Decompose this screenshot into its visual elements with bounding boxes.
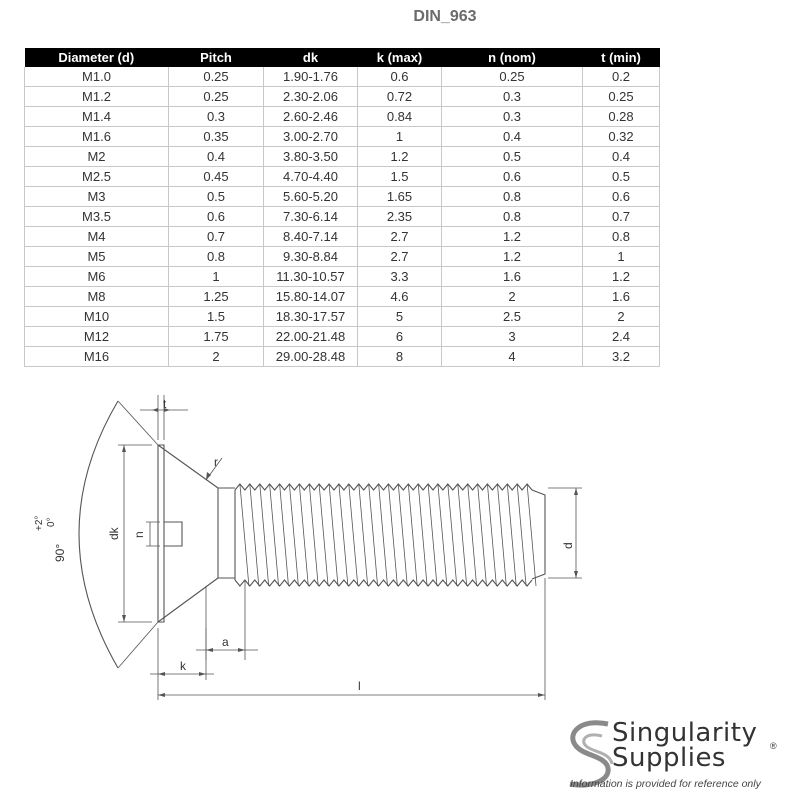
- table-cell: 0.4: [583, 147, 660, 167]
- table-cell: 0.32: [583, 127, 660, 147]
- l-dimension-lines: [158, 578, 545, 700]
- table-cell: 3.80-3.50: [264, 147, 358, 167]
- table-cell: 1.25: [169, 287, 264, 307]
- table-cell: 22.00-21.48: [264, 327, 358, 347]
- table-cell: 1.2: [583, 267, 660, 287]
- r-arrow: [206, 472, 211, 480]
- table-cell: M8: [25, 287, 169, 307]
- table-cell: 1.2: [442, 247, 583, 267]
- table-cell: 0.6: [169, 207, 264, 227]
- table-cell: 1: [169, 267, 264, 287]
- table-cell: 0.8: [583, 227, 660, 247]
- table-cell: 2: [442, 287, 583, 307]
- table-cell: 5.60-5.20: [264, 187, 358, 207]
- table-cell: 2.35: [358, 207, 442, 227]
- table-cell: M3: [25, 187, 169, 207]
- table-cell: 0.4: [442, 127, 583, 147]
- head-slot-n: [164, 522, 182, 546]
- dk-label: dk: [107, 527, 121, 540]
- head-slot-t: [158, 445, 164, 622]
- table-cell: 0.25: [583, 87, 660, 107]
- a-label: a: [222, 635, 229, 649]
- table-cell: 0.3: [442, 87, 583, 107]
- table-cell: 1: [583, 247, 660, 267]
- table-row: [25, 147, 660, 167]
- table-row: [25, 127, 660, 147]
- table-cell: 11.30-10.57: [264, 267, 358, 287]
- table-row: [25, 347, 660, 367]
- table-cell: M5: [25, 247, 169, 267]
- page-title: DIN_963: [413, 8, 477, 25]
- table-cell: 0.8: [442, 207, 583, 227]
- brand-name-line1: Singularity: [612, 718, 758, 748]
- table-cell: 4.70-4.40: [264, 167, 358, 187]
- table-cell: 8: [358, 347, 442, 367]
- table-cell: 0.84: [358, 107, 442, 127]
- table-cell: 2: [583, 307, 660, 327]
- angle-label: 90°: [53, 543, 67, 562]
- table-cell: M10: [25, 307, 169, 327]
- table-cell: 0.6: [442, 167, 583, 187]
- table-cell: M2.5: [25, 167, 169, 187]
- table-row: [25, 107, 660, 127]
- thread-bottom-profile: [235, 580, 532, 586]
- table-cell: M3.5: [25, 207, 169, 227]
- table-cell: 0.25: [442, 67, 583, 87]
- table-row: [25, 67, 660, 87]
- k-label: k: [180, 659, 186, 673]
- brand-name-line2: Supplies: [612, 743, 726, 773]
- table-cell: 18.30-17.57: [264, 307, 358, 327]
- table-cell: 2.4: [583, 327, 660, 347]
- table-row: [25, 167, 660, 187]
- table-cell: 8.40-7.14: [264, 227, 358, 247]
- table-cell: 1.6: [442, 267, 583, 287]
- table-row: [25, 247, 660, 267]
- table-row: [25, 187, 660, 207]
- table-cell: 4: [442, 347, 583, 367]
- table-cell: 1: [358, 127, 442, 147]
- table-cell: 0.7: [169, 227, 264, 247]
- table-cell: 1.65: [358, 187, 442, 207]
- disclaimer-text: Information is provided for reference only: [570, 778, 761, 790]
- table-cell: 2.30-2.06: [264, 87, 358, 107]
- table-cell: 0.8: [442, 187, 583, 207]
- table-cell: 0.5: [442, 147, 583, 167]
- table-header-row: [25, 48, 660, 67]
- table-cell: 0.45: [169, 167, 264, 187]
- table-body: [25, 67, 660, 367]
- table-cell: M1.0: [25, 67, 169, 87]
- table-cell: 0.35: [169, 127, 264, 147]
- table-cell: M6: [25, 267, 169, 287]
- table-cell: 15.80-14.07: [264, 287, 358, 307]
- table-row: [25, 227, 660, 247]
- l-label: l: [358, 679, 361, 693]
- column-header: t (min): [583, 48, 660, 67]
- table-cell: 0.3: [442, 107, 583, 127]
- table-cell: 2.7: [358, 247, 442, 267]
- table-cell: 9.30-8.84: [264, 247, 358, 267]
- table-cell: M1.2: [25, 87, 169, 107]
- r-label: r: [214, 455, 218, 469]
- d-dimension-lines: [548, 488, 582, 578]
- column-header: k (max): [358, 48, 442, 67]
- table-cell: 0.6: [583, 187, 660, 207]
- table-cell: M4: [25, 227, 169, 247]
- table-cell: 0.3: [169, 107, 264, 127]
- table-cell: M16: [25, 347, 169, 367]
- table-row: [25, 207, 660, 227]
- thread-crests: [240, 484, 536, 586]
- table-cell: 0.5: [583, 167, 660, 187]
- column-header: dk: [264, 48, 358, 67]
- table-cell: 0.28: [583, 107, 660, 127]
- table-cell: 2.7: [358, 227, 442, 247]
- table-row: [25, 287, 660, 307]
- table-cell: 2: [169, 347, 264, 367]
- n-label: n: [132, 531, 146, 538]
- registered-mark: ®: [770, 741, 777, 751]
- column-header: n (nom): [442, 48, 583, 67]
- table-cell: 0.25: [169, 67, 264, 87]
- table-cell: 1.2: [358, 147, 442, 167]
- table-cell: 1.2: [442, 227, 583, 247]
- table-cell: M1.4: [25, 107, 169, 127]
- table-cell: 3.3: [358, 267, 442, 287]
- spec-table: [24, 48, 660, 367]
- table-cell: 1.90-1.76: [264, 67, 358, 87]
- t-label: t: [163, 397, 167, 411]
- d-label: d: [561, 542, 575, 549]
- table-cell: 1.75: [169, 327, 264, 347]
- screw-drawing: [0, 370, 800, 710]
- angle-tol-plus: +2°: [34, 515, 45, 531]
- table-cell: 0.5: [169, 187, 264, 207]
- table-cell: 2.60-2.46: [264, 107, 358, 127]
- table-row: [25, 307, 660, 327]
- table-cell: 0.8: [169, 247, 264, 267]
- table-cell: M12: [25, 327, 169, 347]
- table-row: [25, 267, 660, 287]
- table-cell: 0.72: [358, 87, 442, 107]
- table-cell: 0.4: [169, 147, 264, 167]
- screw-head-outline: [158, 445, 218, 622]
- table-cell: M2: [25, 147, 169, 167]
- table-cell: 6: [358, 327, 442, 347]
- table-cell: M1.6: [25, 127, 169, 147]
- table-cell: 0.7: [583, 207, 660, 227]
- table-cell: 3.00-2.70: [264, 127, 358, 147]
- table-cell: 0.25: [169, 87, 264, 107]
- column-header: Pitch: [169, 48, 264, 67]
- table-cell: 4.6: [358, 287, 442, 307]
- table-cell: 0.6: [358, 67, 442, 87]
- table-cell: 1.5: [169, 307, 264, 327]
- table-cell: 3: [442, 327, 583, 347]
- table-cell: 3.2: [583, 347, 660, 367]
- table-cell: 1.6: [583, 287, 660, 307]
- table-row: [25, 87, 660, 107]
- table-cell: 2.5: [442, 307, 583, 327]
- angle-tol-zero: 0°: [46, 517, 57, 527]
- table-cell: 29.00-28.48: [264, 347, 358, 367]
- table-cell: 5: [358, 307, 442, 327]
- shank-neck: [218, 488, 235, 578]
- table-row: [25, 327, 660, 347]
- column-header: Diameter (d): [25, 48, 169, 67]
- table-cell: 0.2: [583, 67, 660, 87]
- table-cell: 7.30-6.14: [264, 207, 358, 227]
- table-cell: 1.5: [358, 167, 442, 187]
